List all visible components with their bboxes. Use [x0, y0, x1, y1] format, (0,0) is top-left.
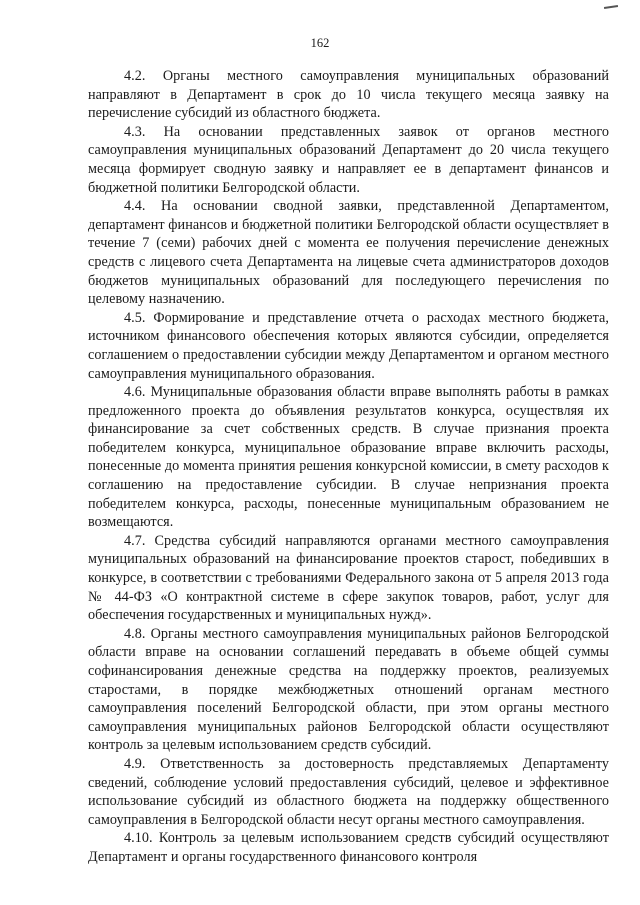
paragraph-4-8: 4.8. Органы местного самоуправления муниципальных районов Белгородской области вправе на основании соглашений передавать в объеме общей суммы софинансирования денежные средства на поддержку проектов, реализуемых старостами, в порядке межбюджетных отношений органам местного самоуправления поселений Белгородской области, при этом органы местного самоуправления муниципальных районов Белгородской области осуществляют контроль за целевым использованием средств субсидий. [88, 625, 609, 754]
paragraph-4-6: 4.6. Муниципальные образования области вправе выполнять работы в рамках предложенного проекта до объявления результатов конкурса, осуществляя их финансирование за счет собственных средств. В случае признания проекта победителем конкурса, муниципальное образование вправе включить расходы, понесенные до момента принятия решения конкурсной комиссии, в смету расходов к соглашению на предоставление субсидии. В случае непризнания проекта победителем конкурса, расходы, понесенные муниципальным образованием не возмещаются. [88, 384, 609, 531]
paragraph-4-9: 4.9. Ответственность за достоверность представляемых Департаменту сведений, соблюдение условий предоставления субсидий, целевое и эффективное использование субсидий из областного бюджета на поддержку общественного самоуправления в Белгородской области несут органы местного самоуправления. [88, 755, 609, 828]
paragraph-4-3: 4.3. На основании представленных заявок от органов местного самоуправления муниципальных образований Департамент до 20 числа текущего месяца формирует сводную заявку и направляет ее в департамент финансов и бюджетной политики Белгородской области. [88, 123, 609, 196]
paragraph-4-5: 4.5. Формирование и представление отчета о расходах местного бюджета, источником финансового обеспечения которых являются субсидии, определяется соглашением о предоставлении субсидии между Департаментом и органом местного самоуправления муниципального образования. [88, 309, 609, 382]
paragraph-4-10: 4.10. Контроль за целевым использованием средств субсидий осуществляют Департамент и органы государственного финансового контроля [88, 830, 609, 865]
page-number: 162 [310, 36, 330, 50]
paragraph-4-4: 4.4. На основании сводной заявки, представленной Департаментом, департамент финансов и бюджетной политики Белгородской области осуществляет в течение 7 (семи) рабочих дней с момента ее получения перечисление денежных средств с лицевого счета Департамента на лицевые счета администраторов доходов бюджетов муниципальных образований для последующего перечисления по целевому назначению. [88, 198, 609, 308]
scan-mark [604, 5, 618, 9]
document-body [88, 67, 609, 867]
paragraph-4-2: 4.2. Органы местного самоуправления муниципальных образований направляют в Департамент в срок до 10 числа текущего месяца заявку на перечисление субсидий из областного бюджета. [88, 68, 609, 122]
paragraph-4-7: 4.7. Средства субсидий направляются органами местного самоуправления муниципальных образований на финансирование проектов старост, победивших в конкурсе, в соответствии с требованиями Федерального закона от 5 апреля 2013 года № 44-ФЗ «О контрактной системе в сфере закупок товаров, работ, услуг для обеспечения государственных и муниципальных нужд». [88, 532, 609, 624]
